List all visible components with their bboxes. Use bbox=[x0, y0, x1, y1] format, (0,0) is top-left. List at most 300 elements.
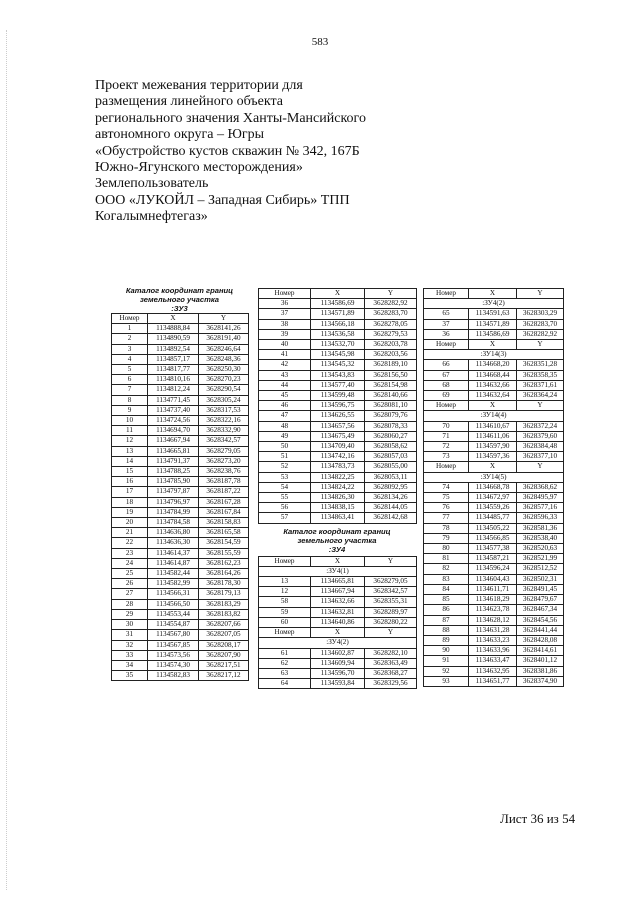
subgroup-label: :ЗУ14(4) bbox=[424, 411, 564, 421]
point-number: 33 bbox=[112, 650, 148, 660]
coord-y: 3628467,34 bbox=[517, 605, 564, 615]
header-y: Y bbox=[517, 401, 564, 411]
point-number: 82 bbox=[424, 564, 469, 574]
coord-y: 3628165,58 bbox=[199, 528, 249, 538]
coord-y: 3628207,66 bbox=[199, 620, 249, 630]
header-line: «Обустройство кустов скважин № 342, 167Б bbox=[95, 143, 360, 159]
coord-x: 1134545,98 bbox=[311, 350, 365, 360]
point-number: 89 bbox=[424, 635, 469, 645]
table-row bbox=[259, 431, 417, 441]
point-number: 85 bbox=[424, 595, 469, 605]
coord-x: 1134604,43 bbox=[469, 574, 517, 584]
table-row bbox=[112, 548, 249, 558]
coord-y: 3628081,10 bbox=[365, 401, 417, 411]
table-row bbox=[112, 324, 249, 334]
coordinates-table-zu3 bbox=[111, 313, 249, 681]
coord-x: 1134737,40 bbox=[148, 405, 199, 415]
coord-y: 3628162,23 bbox=[199, 558, 249, 568]
table-row bbox=[259, 679, 417, 689]
point-number: 55 bbox=[259, 493, 311, 503]
point-number: 57 bbox=[259, 513, 311, 523]
table-row bbox=[259, 370, 417, 380]
coord-x: 1134788,25 bbox=[148, 467, 199, 477]
table-row bbox=[259, 658, 417, 668]
coord-y: 3628142,68 bbox=[365, 513, 417, 523]
header-line: Проект межевания территории для bbox=[95, 78, 303, 93]
table-row bbox=[424, 503, 564, 513]
table-row bbox=[424, 319, 564, 329]
coord-x: 1134810,16 bbox=[148, 375, 199, 385]
table-row bbox=[112, 609, 249, 619]
coord-y: 3628238,76 bbox=[199, 467, 249, 477]
point-number: 61 bbox=[259, 648, 311, 658]
coord-x: 1134812,24 bbox=[148, 385, 199, 395]
point-number: 7 bbox=[112, 385, 148, 395]
header-x: X bbox=[311, 556, 365, 566]
point-number: 91 bbox=[424, 656, 469, 666]
coord-y: 3628217,12 bbox=[199, 671, 249, 681]
coord-x: 1134817,77 bbox=[148, 365, 199, 375]
catalog-column-3 bbox=[423, 288, 563, 687]
page-number: 583 bbox=[311, 36, 329, 48]
point-number: 37 bbox=[259, 309, 311, 319]
point-number: 10 bbox=[112, 416, 148, 426]
coord-y: 3628273,20 bbox=[199, 456, 249, 466]
subgroup-label: :ЗУ4(2) bbox=[259, 638, 417, 648]
coord-y: 3628189,10 bbox=[365, 360, 417, 370]
point-number: 39 bbox=[259, 329, 311, 339]
table-row bbox=[112, 477, 249, 487]
coord-x: 1134623,78 bbox=[469, 605, 517, 615]
table-row bbox=[112, 416, 249, 426]
point-number: 31 bbox=[112, 630, 148, 640]
table-row bbox=[424, 615, 564, 625]
table-row bbox=[424, 656, 564, 666]
header-line: размещения линейного объекта bbox=[95, 94, 283, 110]
caption-line: земельного участка bbox=[139, 295, 219, 304]
table-row bbox=[424, 370, 564, 380]
coord-x: 1134824,22 bbox=[311, 482, 365, 492]
point-number: 9 bbox=[112, 405, 148, 415]
point-number: 29 bbox=[112, 609, 148, 619]
coord-x: 1134863,41 bbox=[311, 513, 365, 523]
coord-x: 1134675,49 bbox=[311, 431, 365, 441]
coord-y: 3628154,59 bbox=[199, 538, 249, 548]
table-row bbox=[112, 528, 249, 538]
point-number: 43 bbox=[259, 370, 311, 380]
coord-x: 1134559,26 bbox=[469, 503, 517, 513]
scan-edge-line bbox=[6, 30, 7, 890]
header-x: X bbox=[469, 340, 517, 350]
sheet-footer: Лист 36 из 54 bbox=[500, 811, 576, 826]
coord-x: 1134610,67 bbox=[469, 421, 517, 431]
coord-x: 1134822,25 bbox=[311, 472, 365, 482]
coord-x: 1134826,30 bbox=[311, 493, 365, 503]
table-row bbox=[259, 350, 417, 360]
coord-x: 1134543,83 bbox=[311, 370, 365, 380]
point-number: 20 bbox=[112, 518, 148, 528]
coord-y: 3628279,05 bbox=[199, 446, 249, 456]
point-number: 76 bbox=[424, 503, 469, 513]
table-row bbox=[259, 607, 417, 617]
coord-x: 1134636,30 bbox=[148, 538, 199, 548]
point-number: 48 bbox=[259, 421, 311, 431]
point-number: 36 bbox=[259, 299, 311, 309]
point-number: 49 bbox=[259, 431, 311, 441]
coord-x: 1134574,30 bbox=[148, 660, 199, 670]
coord-y: 3628377,10 bbox=[517, 452, 564, 462]
coord-x: 1134567,85 bbox=[148, 640, 199, 650]
point-number: 14 bbox=[112, 456, 148, 466]
caption-line: земельного участка bbox=[297, 535, 377, 545]
coord-y: 3628332,90 bbox=[199, 426, 249, 436]
table-row bbox=[259, 442, 417, 452]
coord-x: 1134586,69 bbox=[311, 299, 365, 309]
coord-x: 1134582,83 bbox=[148, 671, 199, 681]
point-number: 83 bbox=[424, 574, 469, 584]
table-row bbox=[259, 472, 417, 482]
catalog-caption-zu4 bbox=[258, 527, 416, 554]
point-number: 16 bbox=[112, 477, 148, 487]
coord-y: 3628140,66 bbox=[365, 391, 417, 401]
coord-y: 3628203,56 bbox=[365, 350, 417, 360]
coord-y: 3628581,36 bbox=[517, 523, 564, 533]
coord-y: 3628441,44 bbox=[517, 625, 564, 635]
point-number: 35 bbox=[112, 671, 148, 681]
coord-x: 1134632,66 bbox=[469, 380, 517, 390]
table-row bbox=[259, 380, 417, 390]
table-row bbox=[112, 405, 249, 415]
coord-x: 1134665,81 bbox=[311, 577, 365, 587]
table-row bbox=[259, 513, 417, 523]
table-row bbox=[112, 395, 249, 405]
table-row bbox=[259, 401, 417, 411]
coord-y: 3628250,30 bbox=[199, 365, 249, 375]
table-row bbox=[259, 319, 417, 329]
catalog-column-2 bbox=[258, 288, 416, 689]
table-row bbox=[112, 569, 249, 579]
header-number: Номер bbox=[112, 314, 148, 324]
table-row bbox=[424, 625, 564, 635]
coord-x: 1134636,80 bbox=[148, 528, 199, 538]
point-number: 68 bbox=[424, 380, 469, 390]
coord-y: 3628283,70 bbox=[365, 309, 417, 319]
point-number: 74 bbox=[424, 482, 469, 492]
coord-x: 1134668,44 bbox=[469, 370, 517, 380]
point-number: 13 bbox=[259, 577, 311, 587]
header-y: Y bbox=[199, 314, 249, 324]
point-number: 65 bbox=[424, 309, 469, 319]
coord-x: 1134593,84 bbox=[311, 679, 365, 689]
point-number: 51 bbox=[259, 452, 311, 462]
header-y: Y bbox=[517, 462, 564, 472]
coord-y: 3628374,90 bbox=[517, 676, 564, 686]
table-row bbox=[424, 421, 564, 431]
point-number: 15 bbox=[112, 467, 148, 477]
point-number: 38 bbox=[259, 319, 311, 329]
document-header bbox=[95, 78, 435, 226]
table-row bbox=[424, 380, 564, 390]
table-row bbox=[112, 456, 249, 466]
coord-y: 3628208,17 bbox=[199, 640, 249, 650]
coord-y: 3628379,60 bbox=[517, 431, 564, 441]
table-row bbox=[112, 518, 249, 528]
point-number: 26 bbox=[112, 579, 148, 589]
coord-y: 3628278,05 bbox=[365, 319, 417, 329]
coord-y: 3628305,24 bbox=[199, 395, 249, 405]
coord-x: 1134783,73 bbox=[311, 462, 365, 472]
point-number: 81 bbox=[424, 554, 469, 564]
point-number: 44 bbox=[259, 380, 311, 390]
header-number: Номер bbox=[259, 628, 311, 638]
point-number: 4 bbox=[112, 354, 148, 364]
coord-y: 3628280,22 bbox=[365, 617, 417, 627]
coord-y: 3628495,97 bbox=[517, 493, 564, 503]
table-row bbox=[112, 671, 249, 681]
table-row bbox=[259, 648, 417, 658]
coord-x: 1134599,48 bbox=[311, 391, 365, 401]
coord-x: 1134633,96 bbox=[469, 646, 517, 656]
coord-x: 1134632,81 bbox=[311, 607, 365, 617]
coord-x: 1134633,23 bbox=[469, 635, 517, 645]
point-number: 73 bbox=[424, 452, 469, 462]
table-row bbox=[259, 421, 417, 431]
table-row bbox=[424, 666, 564, 676]
coord-y: 3628217,51 bbox=[199, 660, 249, 670]
coord-x: 1134857,17 bbox=[148, 354, 199, 364]
coord-x: 1134640,86 bbox=[311, 617, 365, 627]
coord-x: 1134665,81 bbox=[148, 446, 199, 456]
coord-y: 3628381,86 bbox=[517, 666, 564, 676]
table-row bbox=[424, 493, 564, 503]
header-line: Землепользователь bbox=[95, 176, 209, 192]
point-number: 8 bbox=[112, 395, 148, 405]
coord-x: 1134571,89 bbox=[469, 319, 517, 329]
point-number: 72 bbox=[424, 442, 469, 452]
table-row bbox=[424, 391, 564, 401]
coordinates-table-zu4-continued bbox=[423, 288, 564, 687]
coord-x: 1134797,87 bbox=[148, 487, 199, 497]
header-line: Когалымнефтегаз» bbox=[95, 209, 208, 225]
coord-y: 3628355,31 bbox=[365, 597, 417, 607]
table-row bbox=[112, 630, 249, 640]
table-row bbox=[424, 595, 564, 605]
coordinates-table-zu4 bbox=[258, 556, 417, 690]
table-row bbox=[424, 635, 564, 645]
coord-x: 1134566,85 bbox=[469, 533, 517, 543]
table-row bbox=[112, 579, 249, 589]
coord-x: 1134596,70 bbox=[311, 668, 365, 678]
subgroup-label: :ЗУ14(5) bbox=[424, 472, 564, 482]
table-row bbox=[259, 360, 417, 370]
point-number: 80 bbox=[424, 544, 469, 554]
coord-x: 1134632,95 bbox=[469, 666, 517, 676]
point-number: 88 bbox=[424, 625, 469, 635]
coord-y: 3628279,05 bbox=[365, 577, 417, 587]
coord-x: 1134888,84 bbox=[148, 324, 199, 334]
coord-y: 3628270,23 bbox=[199, 375, 249, 385]
table-row bbox=[112, 558, 249, 568]
point-number: 46 bbox=[259, 401, 311, 411]
table-row bbox=[259, 577, 417, 587]
coord-y: 3628055,00 bbox=[365, 462, 417, 472]
header-number: Номер bbox=[424, 401, 469, 411]
coord-x: 1134591,63 bbox=[469, 309, 517, 319]
point-number: 3 bbox=[112, 344, 148, 354]
coord-y: 3628246,64 bbox=[199, 344, 249, 354]
point-number: 2 bbox=[112, 334, 148, 344]
coord-x: 1134668,78 bbox=[469, 482, 517, 492]
table-row bbox=[112, 538, 249, 548]
coord-x: 1134890,59 bbox=[148, 334, 199, 344]
coord-x: 1134785,90 bbox=[148, 477, 199, 487]
point-number: 53 bbox=[259, 472, 311, 482]
coord-y: 3628141,26 bbox=[199, 324, 249, 334]
table-row bbox=[112, 344, 249, 354]
coord-x: 1134587,21 bbox=[469, 554, 517, 564]
catalog-column-1 bbox=[111, 286, 248, 681]
coord-x: 1134532,70 bbox=[311, 340, 365, 350]
point-number: 6 bbox=[112, 375, 148, 385]
point-number: 67 bbox=[424, 370, 469, 380]
coord-x: 1134545,32 bbox=[311, 360, 365, 370]
table-row bbox=[112, 650, 249, 660]
coord-y: 3628479,67 bbox=[517, 595, 564, 605]
header-y: Y bbox=[365, 628, 417, 638]
coord-x: 1134626,55 bbox=[311, 411, 365, 421]
coord-y: 3628187,22 bbox=[199, 487, 249, 497]
coord-y: 3628167,28 bbox=[199, 497, 249, 507]
coord-x: 1134554,87 bbox=[148, 620, 199, 630]
table-row bbox=[259, 452, 417, 462]
coord-y: 3628322,16 bbox=[199, 416, 249, 426]
table-row bbox=[424, 676, 564, 686]
header-y: Y bbox=[365, 556, 417, 566]
point-number: 62 bbox=[259, 658, 311, 668]
header-x: X bbox=[469, 401, 517, 411]
header-x: X bbox=[469, 289, 517, 299]
point-number: 54 bbox=[259, 482, 311, 492]
coord-x: 1134596,24 bbox=[469, 564, 517, 574]
coord-x: 1134796,97 bbox=[148, 497, 199, 507]
coord-y: 3628078,33 bbox=[365, 421, 417, 431]
table-row bbox=[424, 329, 564, 339]
coord-y: 3628079,76 bbox=[365, 411, 417, 421]
table-row bbox=[259, 411, 417, 421]
coord-y: 3628512,52 bbox=[517, 564, 564, 574]
point-number: 64 bbox=[259, 679, 311, 689]
point-number: 75 bbox=[424, 493, 469, 503]
coord-x: 1134618,29 bbox=[469, 595, 517, 605]
header-y: Y bbox=[517, 289, 564, 299]
table-row bbox=[112, 589, 249, 599]
table-row bbox=[112, 365, 249, 375]
coord-x: 1134724,56 bbox=[148, 416, 199, 426]
point-number: 36 bbox=[424, 329, 469, 339]
point-number: 11 bbox=[112, 426, 148, 436]
point-number: 30 bbox=[112, 620, 148, 630]
coord-y: 3628283,70 bbox=[517, 319, 564, 329]
coord-y: 3628342,57 bbox=[365, 587, 417, 597]
coord-x: 1134566,31 bbox=[148, 589, 199, 599]
coord-x: 1134838,15 bbox=[311, 503, 365, 513]
coord-y: 3628191,40 bbox=[199, 334, 249, 344]
point-number: 17 bbox=[112, 487, 148, 497]
coord-x: 1134611,06 bbox=[469, 431, 517, 441]
table-row bbox=[259, 597, 417, 607]
caption-line: :ЗУ4 bbox=[328, 544, 346, 554]
coord-y: 3628363,49 bbox=[365, 658, 417, 668]
coord-y: 3628577,16 bbox=[517, 503, 564, 513]
point-number: 77 bbox=[424, 513, 469, 523]
coord-x: 1134667,94 bbox=[148, 436, 199, 446]
point-number: 1 bbox=[112, 324, 148, 334]
coord-y: 3628454,56 bbox=[517, 615, 564, 625]
point-number: 27 bbox=[112, 589, 148, 599]
coord-y: 3628053,11 bbox=[365, 472, 417, 482]
coord-x: 1134577,40 bbox=[311, 380, 365, 390]
coord-x: 1134657,56 bbox=[311, 421, 365, 431]
coord-x: 1134609,94 bbox=[311, 658, 365, 668]
coord-x: 1134611,71 bbox=[469, 584, 517, 594]
coord-y: 3628290,54 bbox=[199, 385, 249, 395]
coord-x: 1134614,87 bbox=[148, 558, 199, 568]
coord-y: 3628060,27 bbox=[365, 431, 417, 441]
coord-y: 3628058,62 bbox=[365, 442, 417, 452]
point-number: 56 bbox=[259, 503, 311, 513]
coord-x: 1134602,87 bbox=[311, 648, 365, 658]
coord-y: 3628521,99 bbox=[517, 554, 564, 564]
coord-y: 3628248,36 bbox=[199, 354, 249, 364]
table-row bbox=[259, 668, 417, 678]
coord-x: 1134742,16 bbox=[311, 452, 365, 462]
coord-x: 1134672,97 bbox=[469, 493, 517, 503]
table-row bbox=[259, 299, 417, 309]
point-number: 71 bbox=[424, 431, 469, 441]
coord-y: 3628134,26 bbox=[365, 493, 417, 503]
coord-y: 3628303,29 bbox=[517, 309, 564, 319]
header-y: Y bbox=[517, 340, 564, 350]
point-number: 28 bbox=[112, 599, 148, 609]
point-number: 90 bbox=[424, 646, 469, 656]
coord-x: 1134771,45 bbox=[148, 395, 199, 405]
header-line: Южно-Ягунского месторождения» bbox=[95, 160, 303, 176]
coord-y: 3628207,90 bbox=[199, 650, 249, 660]
table-row bbox=[424, 544, 564, 554]
coord-x: 1134614,37 bbox=[148, 548, 199, 558]
coord-x: 1134633,47 bbox=[469, 656, 517, 666]
point-number: 24 bbox=[112, 558, 148, 568]
header-number: Номер bbox=[259, 289, 311, 299]
coord-y: 3628351,28 bbox=[517, 360, 564, 370]
coord-x: 1134668,20 bbox=[469, 360, 517, 370]
point-number: 84 bbox=[424, 584, 469, 594]
point-number: 22 bbox=[112, 538, 148, 548]
header-y: Y bbox=[365, 289, 417, 299]
table-row bbox=[424, 533, 564, 543]
point-number: 70 bbox=[424, 421, 469, 431]
table-row bbox=[424, 523, 564, 533]
coord-x: 1134566,18 bbox=[311, 319, 365, 329]
header-line: регионального значения Ханты-Мансийского bbox=[95, 110, 366, 126]
header-x: X bbox=[311, 289, 365, 299]
point-number: 12 bbox=[112, 436, 148, 446]
coord-x: 1134784,58 bbox=[148, 518, 199, 528]
point-number: 42 bbox=[259, 360, 311, 370]
point-number: 32 bbox=[112, 640, 148, 650]
coord-y: 3628144,05 bbox=[365, 503, 417, 513]
point-number: 25 bbox=[112, 569, 148, 579]
